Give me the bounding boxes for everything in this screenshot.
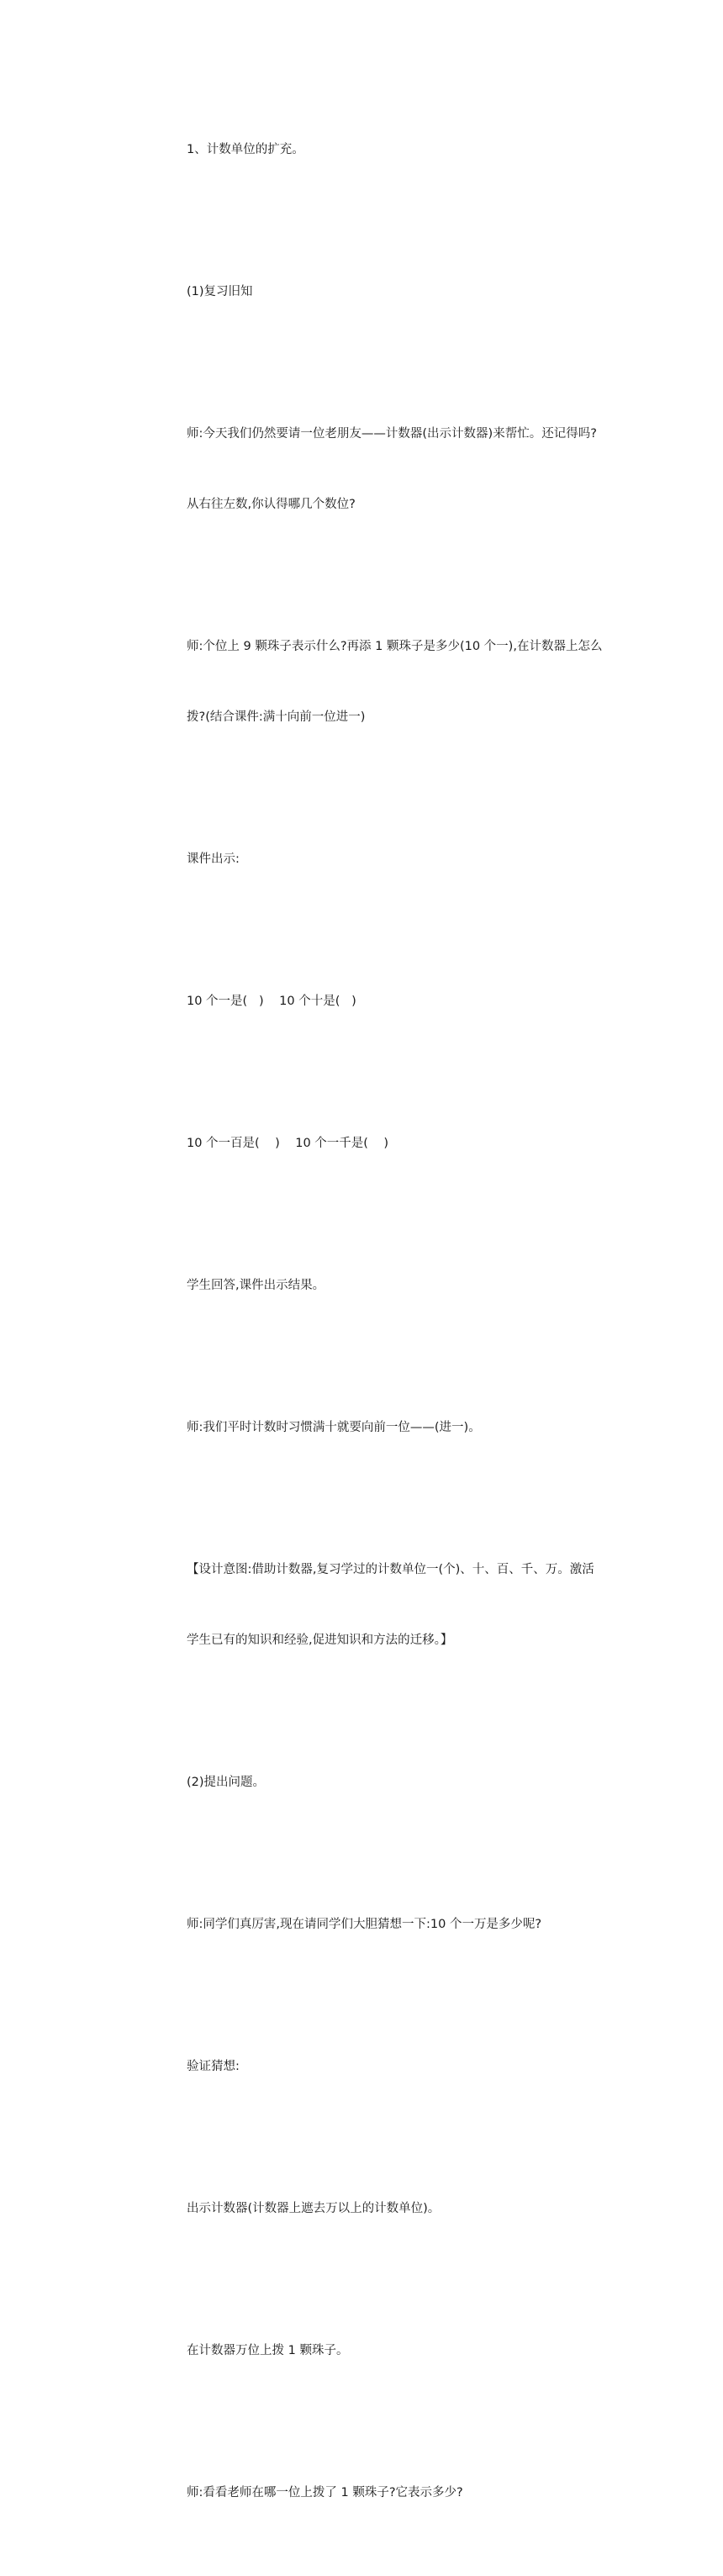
section-heading <box>187 91 624 209</box>
text-line: 课件出示: <box>187 853 240 866</box>
text-line: 师:今天我们仍然要请一位老朋友——计数器(出示计数器)来帮忙。还记得吗? <box>187 427 597 441</box>
paragraph <box>187 375 624 563</box>
text-line: 出示计数器(计数器上遮去万以上的计数单位)。 <box>187 2202 441 2215</box>
paragraph <box>187 588 624 776</box>
text-line: 拨?(结合课件:满十向前一位进一) <box>187 710 366 724</box>
paragraph <box>187 2008 624 2125</box>
text-line: 1、计数单位的扩充。 <box>187 143 304 156</box>
subsection-heading <box>187 233 624 351</box>
text-line: 学生已有的知识和经验,促进知识和方法的迁移。】 <box>187 1634 453 1647</box>
paragraph <box>187 2292 624 2410</box>
subsection-heading <box>187 1723 624 1841</box>
text-line: 师:看看老师在哪一位上拨了 1 颗珠子?它表示多少? <box>187 2486 463 2499</box>
document-body <box>187 91 624 2576</box>
text-line: 10 个一是( ) 10 个十是( ) <box>187 995 356 1008</box>
text-line: 师:个位上 9 颗珠子表示什么?再添 1 颗珠子是多少(10 个一),在计数器上怎么 <box>187 640 603 653</box>
paragraph <box>187 800 624 918</box>
text-line: 从右往左数,你认得哪几个数位? <box>187 498 356 511</box>
text-line: (2)提出问题。 <box>187 1776 266 1789</box>
design-intent-note <box>187 1511 624 1699</box>
paragraph <box>187 942 624 1060</box>
text-line: 师:我们平时计数时习惯满十就要向前一位——(进一)。 <box>187 1421 481 1434</box>
text-line: 师:同学们真厉害,现在请同学们大胆猜想一下:10 个一万是多少呢? <box>187 1918 542 1931</box>
text-line: 10 个一百是( ) 10 个一千是( ) <box>187 1137 389 1150</box>
paragraph <box>187 1866 624 1983</box>
paragraph <box>187 2150 624 2267</box>
paragraph <box>187 1369 624 1486</box>
paragraph <box>187 2434 624 2552</box>
paragraph <box>187 1085 624 1202</box>
text-line: 【设计意图:借助计数器,复习学过的计数单位一(个)、十、百、千、万。激活 <box>187 1563 594 1576</box>
paragraph <box>187 1227 624 1344</box>
text-line: 验证猜想: <box>187 2060 240 2073</box>
text-line: 在计数器万位上拨 1 颗珠子。 <box>187 2344 349 2357</box>
text-line: 学生回答,课件出示结果。 <box>187 1279 325 1292</box>
text-line: (1)复习旧知 <box>187 285 253 298</box>
